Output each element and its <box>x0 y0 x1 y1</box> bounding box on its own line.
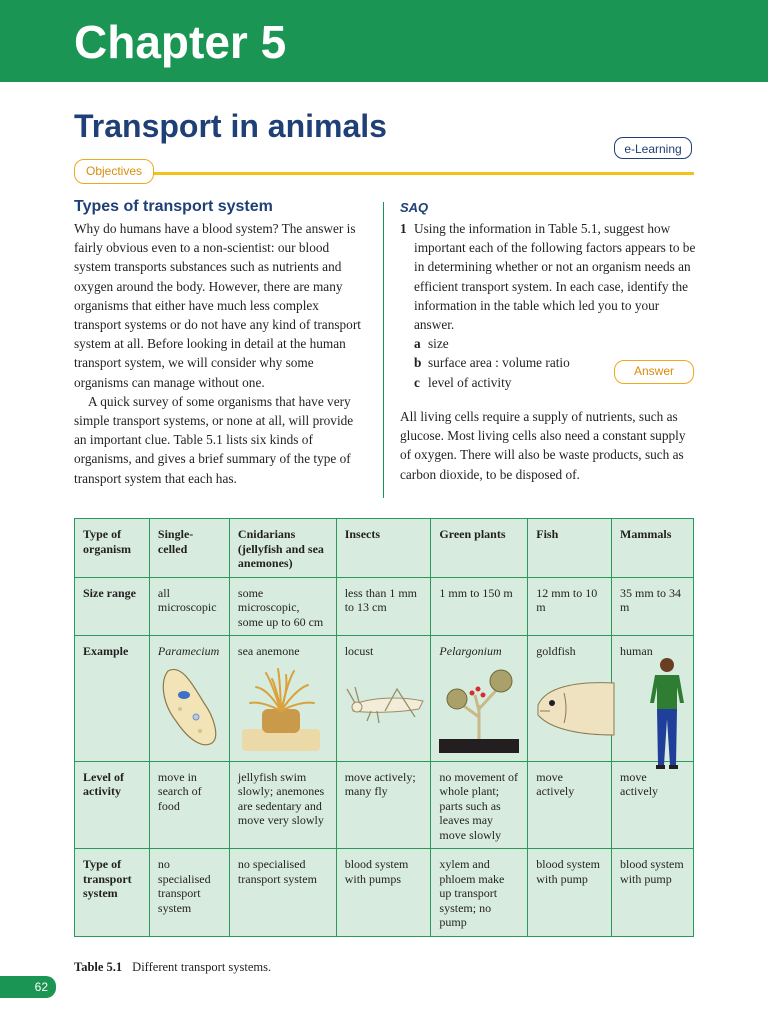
table-row <box>75 761 694 849</box>
example-name: goldfish <box>536 644 576 658</box>
table-cell: move in search of food <box>149 761 229 849</box>
option-letter: c <box>414 374 420 390</box>
option-text: size <box>428 336 449 352</box>
page-number: 62 <box>0 976 56 998</box>
table-cell: Level of activity <box>75 761 150 849</box>
option-letter: b <box>414 355 422 371</box>
table-cell: Type of transport system <box>75 849 150 937</box>
example-name: human <box>620 644 653 658</box>
table-cell <box>75 636 150 762</box>
example-name: sea anemone <box>237 644 300 658</box>
table-cell: move actively; many fly <box>336 761 431 849</box>
saq-heading: SAQ <box>400 200 429 215</box>
option-text: level of activity <box>428 374 512 390</box>
table-cell: no movement of whole plant; parts such as leaves may move slowly <box>431 761 528 849</box>
table-cell: move actively <box>528 761 612 849</box>
saq-number: 1 <box>400 221 407 236</box>
table-cell <box>336 636 431 762</box>
table-cell: 12 mm to 10 m <box>528 577 612 636</box>
table-cell: 1 mm to 150 m <box>431 577 528 636</box>
table-cell <box>612 636 694 762</box>
table-cell: some microscopic, some up to 60 cm <box>229 577 336 636</box>
row-label: Example <box>83 644 129 658</box>
saq-question-text: Using the information in Table 5.1, suggest how important each of the following factors appears to be in determining whether or not an organism needs an efficient transport system. In each case, identify the information in the table which led you to your answer. <box>414 221 696 333</box>
table-row <box>75 577 694 636</box>
table-cell <box>229 636 336 762</box>
table-cell: no specialised transport system <box>149 849 229 937</box>
table-cell: Type of organism <box>75 519 150 578</box>
table-cell: move actively <box>612 761 694 849</box>
table-cell: Green plants <box>431 519 528 578</box>
locust-illustration <box>345 659 423 755</box>
table-cell: all microscopic <box>149 577 229 636</box>
table-cell: no specialised transport system <box>229 849 336 937</box>
elearning-button[interactable]: e-Learning <box>614 137 692 159</box>
page-title: Transport in animals <box>74 108 387 144</box>
table-cell: blood system with pump <box>528 849 612 937</box>
table-row <box>75 636 694 762</box>
left-column <box>74 219 366 488</box>
objectives-button[interactable]: Objectives <box>74 159 154 184</box>
right-paragraph: All living cells require a supply of nutrients, such as glucose. Most living cells also need a constant supply of oxygen. There will also be waste products, such as carbon dioxide, to be disposed of. <box>400 409 686 482</box>
section-heading: Types of transport system <box>74 198 273 215</box>
example-name: Paramecium <box>157 644 220 658</box>
option-text: surface area : volume ratio <box>428 355 570 371</box>
pelargonium-illustration <box>439 659 519 755</box>
caption-label: Table 5.1 <box>74 960 123 974</box>
table-row <box>75 849 694 937</box>
column-divider <box>383 202 384 498</box>
human-illustration <box>620 659 685 755</box>
table-caption <box>74 960 271 975</box>
table-cell <box>431 636 528 762</box>
paragraph-1: Why do humans have a blood system? The answer is fairly obvious even to a non-scientist: our blood system transports substances such as nutrients and oxygen around the body. However, there are many organisms that either have much less complex transport systems or do not have any kind of transport system at all. Before looking in detail at the human transport system, we will consider why some organisms can manage without one. <box>74 221 361 390</box>
transport-table <box>74 518 694 937</box>
paramecium-illustration <box>158 659 221 755</box>
answer-button[interactable]: Answer <box>614 360 694 384</box>
sea-anemone-illustration <box>238 659 328 755</box>
table-cell: 35 mm to 34 m <box>612 577 694 636</box>
table-cell: Mammals <box>612 519 694 578</box>
table-cell: blood system with pump <box>612 849 694 937</box>
saq-option <box>400 334 696 353</box>
table-cell: Cnidarians (jellyfish and sea anemones) <box>229 519 336 578</box>
objectives-divider <box>154 172 694 175</box>
table-cell: Single-celled <box>149 519 229 578</box>
table-cell: less than 1 mm to 13 cm <box>336 577 431 636</box>
goldfish-illustration <box>536 659 603 755</box>
table-cell: blood system with pumps <box>336 849 431 937</box>
chapter-title: Chapter 5 <box>74 16 287 68</box>
option-letter: a <box>414 336 421 352</box>
paragraph-2: A quick survey of some organisms that have very simple transport systems, or none at all, will provide an important clue. Table 5.1 lists six kinds of organisms, and gives a brief summary of the type of transport system that each has. <box>74 393 354 486</box>
table-cell <box>528 636 612 762</box>
table-cell <box>149 636 229 762</box>
caption-text: Different transport systems. <box>132 960 272 974</box>
table-row <box>75 519 694 578</box>
table-cell: xylem and phloem make up transport system; no pump <box>431 849 528 937</box>
table-cell: Insects <box>336 519 431 578</box>
table-cell: Fish <box>528 519 612 578</box>
example-name: Pelargonium <box>439 644 502 658</box>
table-cell: Size range <box>75 577 150 636</box>
example-name: locust <box>344 644 374 658</box>
table-cell: jellyfish swim slowly; anemones are sedentary and move very slowly <box>229 761 336 849</box>
